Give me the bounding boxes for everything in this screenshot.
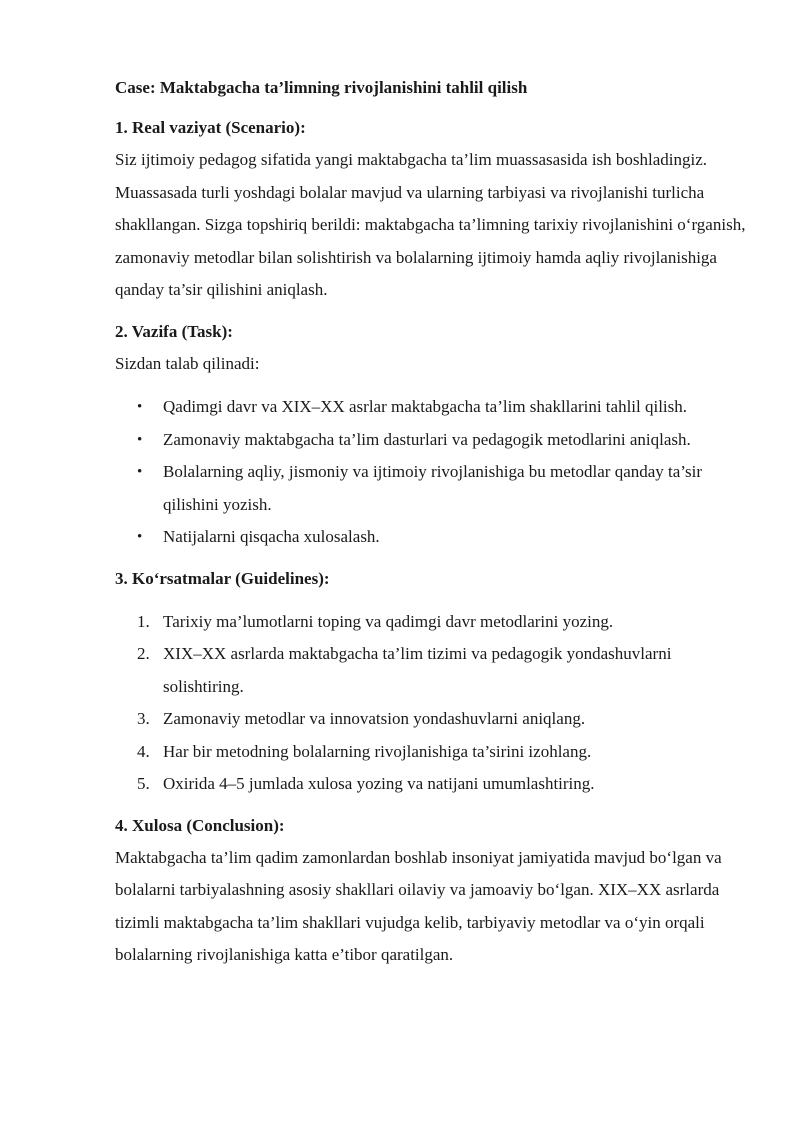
task-item-text: Zamonaviy maktabgacha ta’lim dasturlari va pedagogik metodlarini aniqlash. [163, 429, 691, 449]
scenario-section [115, 112, 755, 307]
guideline-item-text: Tarixiy ma’lumotlarni toping va qadimgi davr metodlarini yozing. [163, 611, 614, 631]
guidelines-heading: 3. Ko‘rsatmalar (Guidelines): [115, 568, 330, 588]
list-item [115, 456, 755, 521]
document-title: Case: Maktabgacha ta’limning rivojlanishini tahlil qilish [115, 78, 528, 97]
list-item [115, 424, 755, 457]
bullet-marker: • [137, 464, 143, 480]
list-number: 3. [137, 709, 150, 728]
list-item [115, 638, 755, 703]
conclusion-section [115, 810, 755, 972]
list-number: 2. [137, 644, 150, 663]
list-number: 1. [137, 611, 150, 631]
task-intro: Sizdan talab qilinadi: [115, 353, 260, 373]
list-item [115, 521, 755, 554]
list-item [115, 768, 755, 801]
guideline-item-text: Zamonaviy metodlar va innovatsion yondashuvlarni aniqlang. [163, 709, 586, 728]
conclusion-heading: 4. Xulosa (Conclusion): [115, 815, 285, 835]
bullet-marker: • [137, 399, 143, 415]
conclusion-text: Maktabgacha ta’lim qadim zamonlardan boshlab insoniyat jamiyatida mavjud bo‘lgan va bolalarni tarbiyalashning asosiy shakllari oilaviy va jamoaviy bo‘lgan. XIX–XX asrlarda tizimli maktabgacha ta’lim shakllari vujudga kelib, tarbiyaviy metodlar va o‘yin orqali bolalarning rivojlanishiga katta e’tibor qaratilgan. [115, 847, 722, 964]
bullet-marker: • [137, 431, 143, 448]
task-item-text: Qadimgi davr va XIX–XX asrlar maktabgacha ta’lim shakllarini tahlil qilish. [163, 397, 688, 416]
bullet-marker: • [137, 529, 143, 545]
task-item-text: Bolalarning aqliy, jismoniy va ijtimoiy rivojlanishiga bu metodlar qanday ta’sir qilishini yozish. [163, 462, 703, 514]
list-item [115, 391, 755, 424]
task-heading: 2. Vazifa (Task): [115, 321, 233, 341]
scenario-text: Siz ijtimoiy pedagog sifatida yangi maktabgacha ta’lim muassasasida ish boshladingiz. Muassasada turli yoshdagi bolalar mavjud va ularning tarbiyasi va rivojlanishi turlicha shakllangan. Sizga topshiriq berildi: maktabgacha ta’limning tarixiy rivojlanishini o‘rganish, zamonaviy metodlar bilan solishtirish va bolalarning ijtimoiy hamda aqliy rivojlanishiga qanday ta’sir qilishini aniqlash. [115, 150, 746, 299]
guidelines-section [115, 563, 755, 801]
task-section [115, 316, 755, 554]
document-page [115, 72, 755, 981]
list-item [115, 703, 755, 736]
list-item [115, 606, 755, 639]
task-list [115, 391, 755, 554]
list-number: 4. [137, 741, 150, 761]
task-item-text: Natijalarni qisqacha xulosalash. [163, 527, 380, 546]
guideline-item-text: XIX–XX asrlarda maktabgacha ta’lim tizimi va pedagogik yondashuvlarni solishtiring. [163, 644, 672, 696]
guideline-item-text: Har bir metodning bolalarning rivojlanishiga ta’sirini izohlang. [163, 741, 592, 761]
guidelines-list [115, 606, 755, 801]
scenario-heading: 1. Real vaziyat (Scenario): [115, 118, 306, 137]
list-number: 5. [137, 774, 150, 793]
list-item [115, 736, 755, 769]
guideline-item-text: Oxirida 4–5 jumlada xulosa yozing va natijani umumlashtiring. [163, 774, 595, 793]
